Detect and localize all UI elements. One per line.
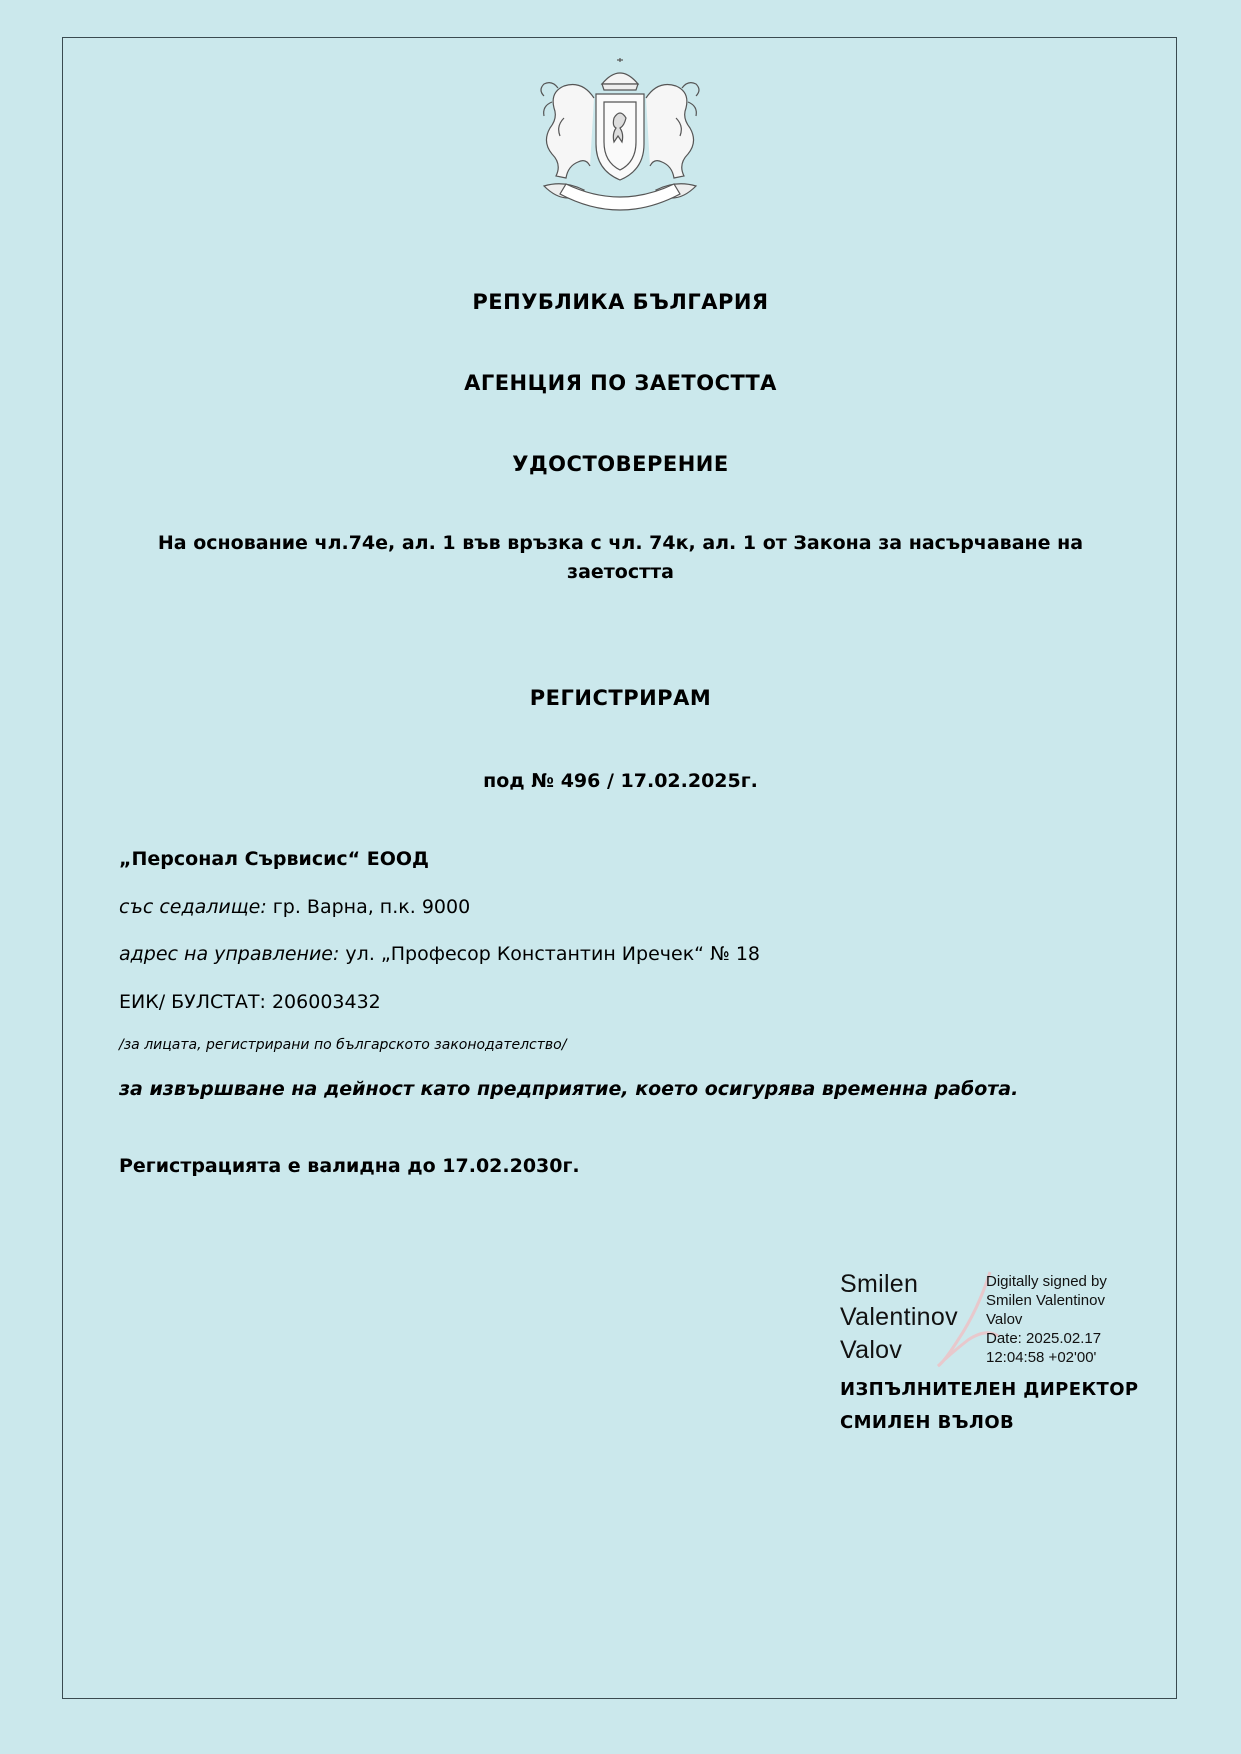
seat-value: гр. Варна, п.к. 9000	[266, 896, 471, 918]
coat-of-arms-emblem	[524, 58, 716, 220]
signer-position: ИЗПЪЛНИТЕЛЕН ДИРЕКТОР	[840, 1379, 1139, 1400]
signature-info-line: Smilen Valentinov	[986, 1292, 1105, 1309]
address-label: адрес на управление:	[119, 943, 340, 965]
company-eik: ЕИК/ БУЛСТАТ: 206003432	[119, 991, 381, 1013]
validity-text: Регистрацията е валидна до 17.02.2030г.	[119, 1155, 580, 1177]
registration-note: /за лицата, регистрирани по българското законодателство/	[119, 1037, 567, 1053]
agency-heading: АГЕНЦИЯ ПО ЗАЕТОСТТА	[464, 371, 777, 395]
registration-number: под № 496 / 17.02.2025г.	[483, 770, 758, 792]
signature-info	[986, 1272, 1107, 1367]
legal-basis-text: На основание чл.74е, ал. 1 във връзка с чл. 74к, ал. 1 от Закона за насърчаване на заетостта	[157, 532, 1084, 583]
signer-name: СМИЛЕН ВЪЛОВ	[840, 1412, 1015, 1433]
document-type-heading: УДОСТОВЕРЕНИЕ	[512, 452, 729, 476]
company-seat	[119, 896, 470, 918]
digital-signature	[840, 1268, 1140, 1378]
address-value: ул. „Професор Константин Иречек“ № 18	[339, 943, 761, 965]
country-heading: РЕПУБЛИКА БЪЛГАРИЯ	[472, 290, 769, 314]
company-name: „Персонал Сървисис“ ЕООД	[119, 848, 429, 870]
signature-name-line: Smilen	[840, 1270, 919, 1298]
signature-info-line: Digitally signed by	[986, 1273, 1107, 1290]
signature-info-line: 12:04:58 +02'00'	[986, 1349, 1097, 1366]
seat-label: със седалище:	[119, 896, 267, 918]
activity-description: за извършване на дейност като предприятие, което осигурява временна работа.	[119, 1078, 1019, 1100]
signature-name-line: Valentinov	[840, 1303, 958, 1331]
signature-name	[840, 1268, 958, 1367]
company-address	[119, 943, 760, 965]
signature-name-line: Valov	[840, 1336, 903, 1364]
signature-info-line: Date: 2025.02.17	[986, 1330, 1102, 1347]
signature-info-line: Valov	[986, 1311, 1023, 1328]
registration-action-heading: РЕГИСТРИРАМ	[529, 686, 712, 710]
